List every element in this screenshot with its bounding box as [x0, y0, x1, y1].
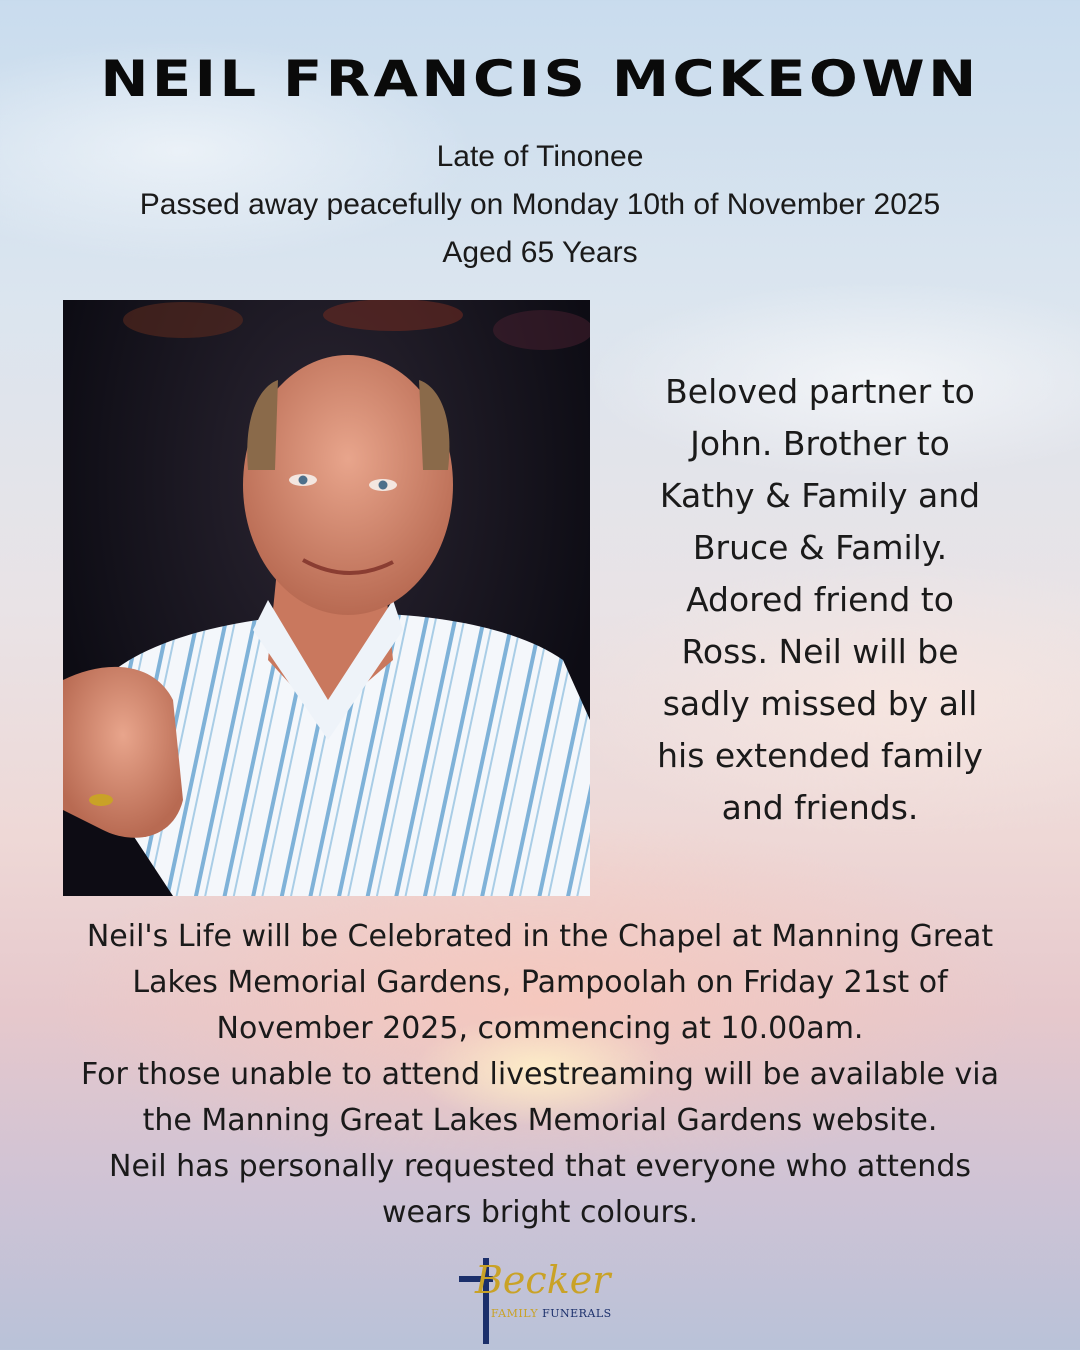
bio-line: Kathy & Family and — [659, 476, 981, 515]
service-line: the Manning Great Lakes Memorial Gardens website. — [142, 1103, 938, 1138]
service-line: Neil has personally requested that everyone who attends — [109, 1149, 971, 1184]
bio-text — [630, 366, 1010, 834]
late-of-text: Late of Tinonee — [436, 140, 644, 173]
bio-line: Ross. Neil will be — [681, 632, 959, 671]
bio-line: Adored friend to — [686, 580, 954, 619]
bio-line: his extended family — [657, 736, 983, 775]
logo-script: Becker — [475, 1258, 611, 1302]
bio-line: Beloved partner to — [665, 372, 975, 411]
service-line: wears bright colours. — [382, 1195, 698, 1230]
passed-away-text: Passed away peacefully on Monday 10th of November 2025 — [139, 188, 941, 221]
logo-word-family: FAMILY — [491, 1307, 539, 1320]
service-line: Lakes Memorial Gardens, Pampoolah on Friday 21st of — [132, 965, 948, 1000]
bio-line: sadly missed by all — [662, 684, 978, 723]
deceased-name: NEIL FRANCIS MCKEOWN — [100, 50, 980, 108]
service-line: Neil's Life will be Celebrated in the Chapel at Manning Great — [86, 919, 994, 954]
bio-line: John. Brother to — [690, 424, 950, 463]
service-line: November 2025, commencing at 10.00am. — [216, 1011, 864, 1046]
logo-word-funerals: FUNERALS — [542, 1307, 612, 1320]
logo-subtitle — [491, 1307, 612, 1320]
portrait-photo — [63, 300, 590, 896]
service-details — [40, 914, 1040, 1236]
service-line: For those unable to attend livestreaming will be available via — [80, 1057, 1000, 1092]
age-text: Aged 65 Years — [442, 236, 638, 269]
becker-funerals-logo — [455, 1252, 625, 1344]
bio-line: Bruce & Family. — [692, 528, 948, 567]
bio-line: and friends. — [721, 788, 919, 827]
